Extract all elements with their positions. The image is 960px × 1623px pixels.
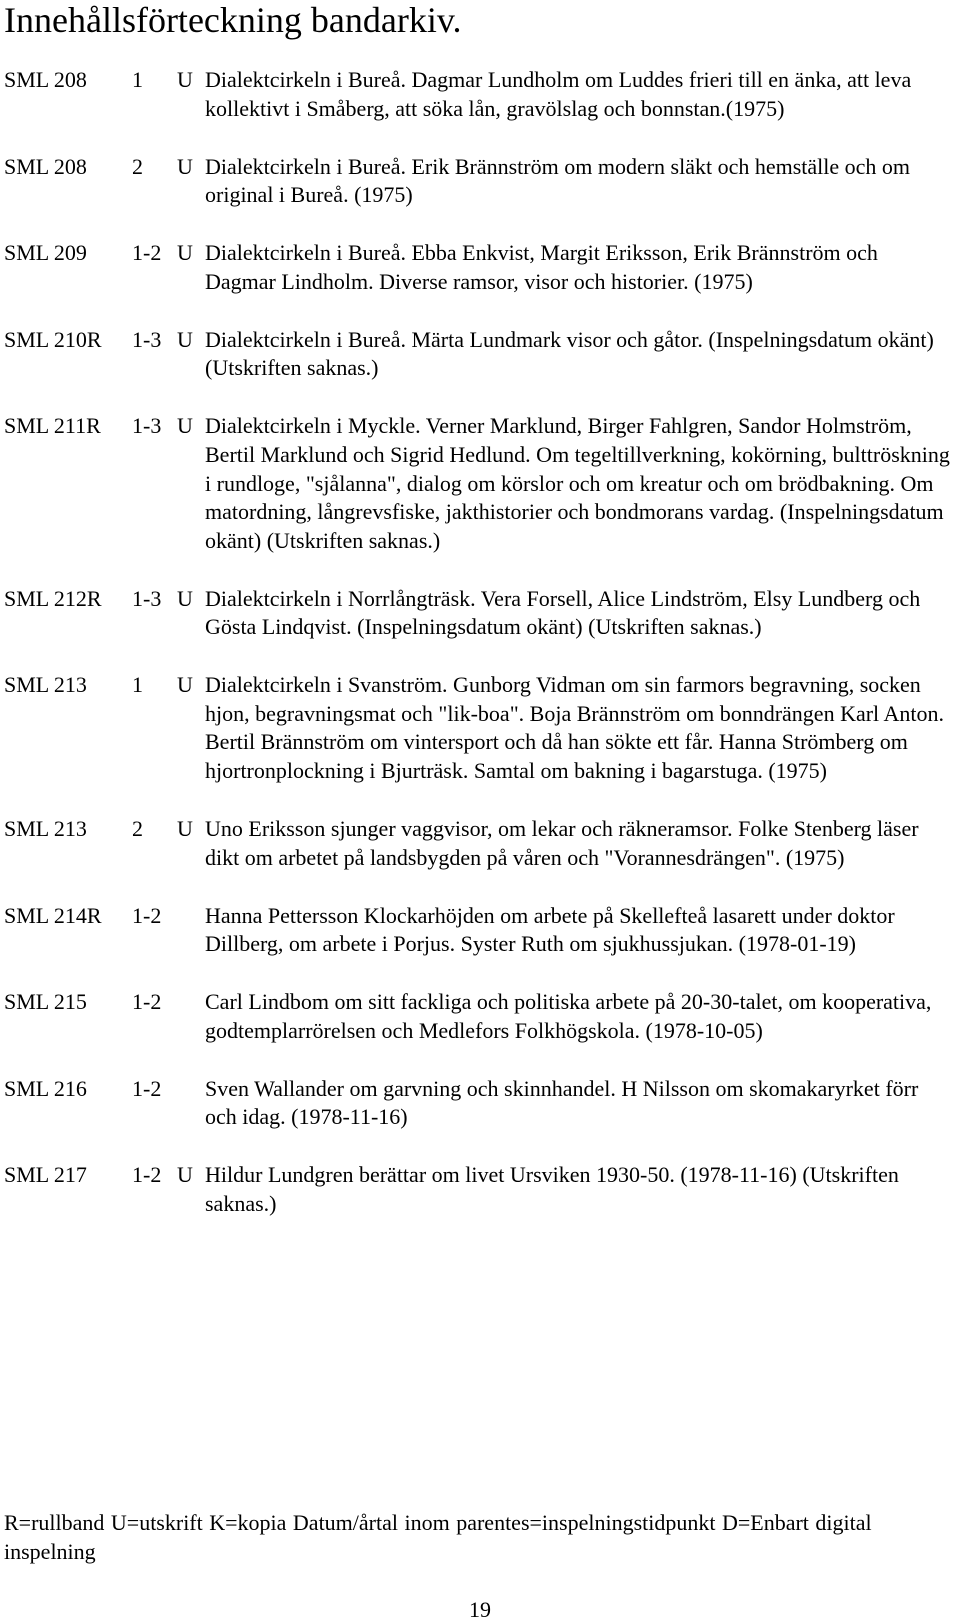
entry-number: 1-3 bbox=[132, 326, 162, 352]
archive-entry bbox=[4, 239, 954, 296]
entry-number: 1-2 bbox=[132, 240, 162, 266]
entry-id: SML 216 bbox=[4, 1075, 87, 1101]
page-number: 19 bbox=[469, 1597, 491, 1622]
entry-description: Dialektcirkeln i Myckle. Verner Marklund, Birger Fahlgren, Sandor Holmström, Bertil Marklund och Sigrid Hedlund. Om tegeltillverkning, kokörning, bulttröskning i rundloge, "sjålanna", dialog om körslor och om kreatur och om brödbakning. Om matordning, långrevsfiske, jakthistorier och bondmorans vardag. (Inspelningsdatum okänt) (Utskriften saknas.) bbox=[205, 413, 950, 553]
archive-entry-list bbox=[4, 66, 954, 1219]
entry-number: 1 bbox=[132, 67, 143, 92]
archive-entry bbox=[4, 1161, 954, 1218]
entry-description: Hanna Pettersson Klockarhöjden om arbete på Skellefteå lasarett under doktor Dillberg, om arbete i Porjus. Syster Ruth om sjukhussjukan. (1978-01-19) bbox=[205, 902, 895, 957]
archive-entry bbox=[4, 412, 954, 555]
entry-description: Sven Wallander om garvning och skinnhandel. H Nilsson om skomakaryrket förr och idag. (1978-11-16) bbox=[205, 1075, 919, 1130]
entry-transcript-flag bbox=[177, 988, 205, 1045]
archive-entry bbox=[4, 66, 954, 123]
page-title: Innehållsförteckning bandarkiv. bbox=[4, 0, 462, 40]
archive-entry bbox=[4, 153, 954, 210]
entry-description: Uno Eriksson sjunger vaggvisor, om lekar och räkneramsor. Folke Stenberg läser dikt om arbetet på landsbygden på våren och "Vorannesdrängen". (1975) bbox=[205, 816, 919, 870]
legend-footnote: R=rullband U=utskrift K=kopia Datum/årtal inom parentes=inspelningstidpunkt D=Enbart digital inspelning bbox=[4, 1510, 872, 1564]
entry-number: 1 bbox=[132, 672, 143, 698]
archive-entry bbox=[4, 988, 954, 1045]
entry-transcript-flag bbox=[177, 1075, 205, 1132]
entry-number: 1-2 bbox=[132, 1162, 162, 1188]
entry-description: Dialektcirkeln i Bureå. Märta Lundmark visor och gåtor. (Inspelningsdatum okänt) (Utskriften saknas.) bbox=[205, 326, 934, 381]
entry-id: SML 211R bbox=[4, 413, 101, 439]
entry-description: Dialektcirkeln i Bureå. Ebba Enkvist, Margit Eriksson, Erik Brännström och Dagmar Lindholm. Diverse ramsor, visor och historier. (1975) bbox=[205, 240, 878, 294]
entry-id: SML 215 bbox=[4, 989, 87, 1015]
entry-transcript-flag: U bbox=[177, 816, 193, 842]
archive-entry bbox=[4, 326, 954, 383]
archive-entry bbox=[4, 815, 954, 872]
entry-number: 2 bbox=[132, 816, 143, 842]
archive-entry bbox=[4, 902, 954, 959]
entry-id: SML 213 bbox=[4, 672, 87, 698]
entry-description: Dialektcirkeln i Bureå. Erik Brännström om modern släkt och hemställe och om original i Bureå. (1975) bbox=[205, 153, 911, 208]
entry-transcript-flag: U bbox=[177, 67, 193, 92]
entry-transcript-flag: U bbox=[177, 585, 193, 611]
entry-id: SML 214R bbox=[4, 902, 102, 928]
entry-number: 1-3 bbox=[132, 585, 162, 611]
entry-number: 1-2 bbox=[132, 1075, 162, 1101]
entry-id: SML 213 bbox=[4, 816, 87, 842]
entry-id: SML 212R bbox=[4, 585, 102, 611]
entry-number: 1-2 bbox=[132, 902, 162, 928]
entry-id: SML 209 bbox=[4, 240, 87, 266]
entry-id: SML 210R bbox=[4, 326, 102, 352]
entry-description: Hildur Lundgren berättar om livet Ursviken 1930-50. (1978-11-16) (Utskriften saknas.) bbox=[205, 1162, 899, 1216]
archive-entry bbox=[4, 1075, 954, 1132]
entry-transcript-flag: U bbox=[177, 1162, 193, 1188]
entry-number: 1-2 bbox=[132, 989, 162, 1015]
archive-entry bbox=[4, 585, 954, 642]
entry-transcript-flag: U bbox=[177, 672, 193, 698]
entry-transcript-flag: U bbox=[177, 153, 193, 179]
entry-number: 2 bbox=[132, 153, 143, 179]
entry-description: Dialektcirkeln i Svanström. Gunborg Vidman om sin farmors begravning, socken hjon, begravningsmat och "lik-boa". Boja Brännström om bonndrängen Karl Anton. Bertil Brännström om vintersport och då han sökte ett får. Hanna Strömberg om hjortronplockning i Bjurträsk. Samtal om bakning i bagarstuga. (1975) bbox=[205, 672, 944, 784]
archive-entry bbox=[4, 671, 954, 785]
entry-id: SML 208 bbox=[4, 153, 87, 179]
entry-id: SML 208 bbox=[4, 67, 87, 92]
entry-transcript-flag: U bbox=[177, 413, 193, 439]
entry-description: Carl Lindbom om sitt fackliga och politiska arbete på 20-30-talet, om kooperativa, godtemplarrörelsen och Medlefors Folkhögskola. (1978-10-05) bbox=[205, 989, 932, 1043]
entry-description: Dialektcirkeln i Bureå. Dagmar Lundholm om Luddes frieri till en änka, att leva kollektivt i Småberg, att söka lån, gravölslag och bonnstan.(1975) bbox=[205, 67, 912, 121]
entry-id: SML 217 bbox=[4, 1162, 87, 1188]
entry-transcript-flag bbox=[177, 902, 205, 959]
entry-transcript-flag: U bbox=[177, 240, 193, 266]
entry-transcript-flag: U bbox=[177, 326, 193, 352]
entry-number: 1-3 bbox=[132, 413, 162, 439]
entry-description: Dialektcirkeln i Norrlångträsk. Vera Forsell, Alice Lindström, Elsy Lundberg och Gösta Lindqvist. (Inspelningsdatum okänt) (Utskriften saknas.) bbox=[205, 585, 921, 640]
